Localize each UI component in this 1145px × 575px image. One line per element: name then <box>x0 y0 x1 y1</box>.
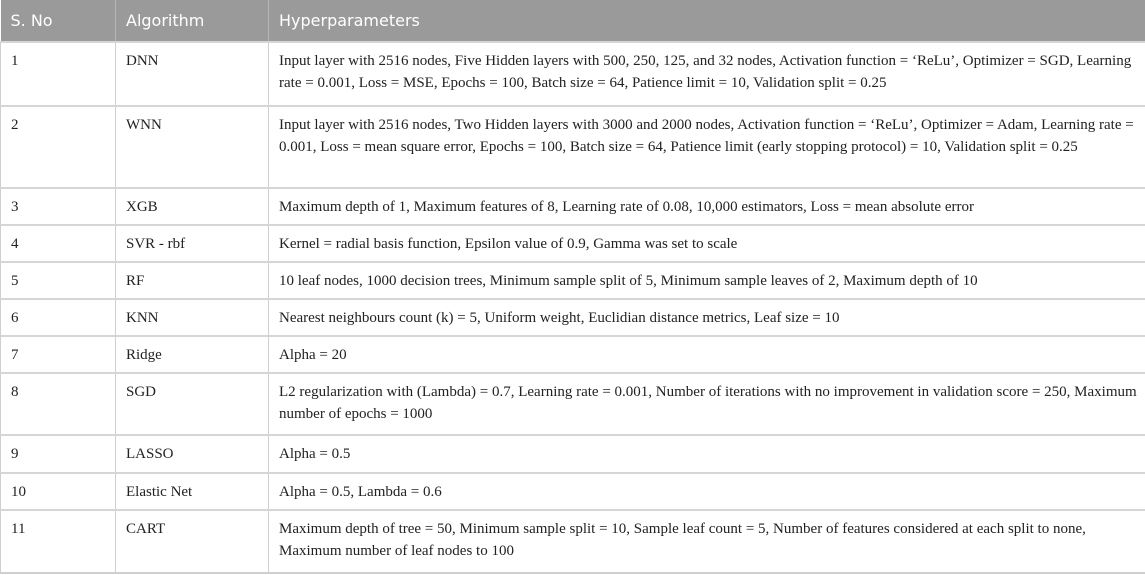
header-row <box>1 0 1145 42</box>
cell-algorithm: SVR - rbf <box>116 225 269 262</box>
table-row <box>1 106 1145 188</box>
cell-algorithm: CART <box>116 510 269 573</box>
cell-sno: 2 <box>1 106 116 188</box>
cell-algorithm: LASSO <box>116 435 269 473</box>
cell-sno: 3 <box>1 188 116 225</box>
cell-sno: 8 <box>1 373 116 435</box>
cell-algorithm: WNN <box>116 106 269 188</box>
table-row <box>1 262 1145 299</box>
cell-sno: 11 <box>1 510 116 573</box>
cell-algorithm: KNN <box>116 299 269 336</box>
cell-algorithm: XGB <box>116 188 269 225</box>
table-row <box>1 42 1145 106</box>
table-row <box>1 510 1145 573</box>
cell-hyperparameters: L2 regularization with (Lambda) = 0.7, Learning rate = 0.001, Number of iterations with no improvement in validation score = 250, Maximum number of epochs = 1000 <box>269 373 1145 435</box>
cell-sno: 5 <box>1 262 116 299</box>
cell-sno: 7 <box>1 336 116 373</box>
cell-algorithm: RF <box>116 262 269 299</box>
header-sno: S. No <box>1 0 116 42</box>
cell-sno: 1 <box>1 42 116 106</box>
cell-hyperparameters: Input layer with 2516 nodes, Two Hidden layers with 3000 and 2000 nodes, Activation function = ‘ReLu’, Optimizer = Adam, Learning rate = 0.001, Loss = mean square error, Epochs = 100, Batch size = 64, Patience limit (early stopping protocol) = 10, Validation split = 0.25 <box>269 106 1145 188</box>
table-row <box>1 435 1145 473</box>
cell-hyperparameters: Alpha = 0.5 <box>269 435 1145 473</box>
cell-sno: 10 <box>1 473 116 510</box>
table-row <box>1 188 1145 225</box>
cell-sno: 4 <box>1 225 116 262</box>
cell-algorithm: SGD <box>116 373 269 435</box>
cell-hyperparameters: Maximum depth of tree = 50, Minimum sample split = 10, Sample leaf count = 5, Number of features considered at each split to none, Maximum number of leaf nodes to 100 <box>269 510 1145 573</box>
cell-algorithm: Elastic Net <box>116 473 269 510</box>
cell-hyperparameters: Kernel = radial basis function, Epsilon value of 0.9, Gamma was set to scale <box>269 225 1145 262</box>
cell-sno: 9 <box>1 435 116 473</box>
table-row <box>1 299 1145 336</box>
table-row <box>1 473 1145 510</box>
header-algorithm: Algorithm <box>116 0 269 42</box>
cell-hyperparameters: Nearest neighbours count (k) = 5, Uniform weight, Euclidian distance metrics, Leaf size = 10 <box>269 299 1145 336</box>
cell-algorithm: DNN <box>116 42 269 106</box>
cell-hyperparameters: Input layer with 2516 nodes, Five Hidden layers with 500, 250, 125, and 32 nodes, Activation function = ‘ReLu’, Optimizer = SGD, Learning rate = 0.001, Loss = MSE, Epochs = 100, Batch size = 64, Patience limit = 10, Validation split = 0.25 <box>269 42 1145 106</box>
cell-hyperparameters: Alpha = 0.5, Lambda = 0.6 <box>269 473 1145 510</box>
cell-hyperparameters: Alpha = 20 <box>269 336 1145 373</box>
cell-algorithm: Ridge <box>116 336 269 373</box>
cell-hyperparameters: Maximum depth of 1, Maximum features of 8, Learning rate of 0.08, 10,000 estimators, Loss = mean absolute error <box>269 188 1145 225</box>
table-row <box>1 373 1145 435</box>
cell-hyperparameters: 10 leaf nodes, 1000 decision trees, Minimum sample split of 5, Minimum sample leaves of 2, Maximum depth of 10 <box>269 262 1145 299</box>
cell-sno: 6 <box>1 299 116 336</box>
table-row <box>1 225 1145 262</box>
table-row <box>1 336 1145 373</box>
header-hyperparameters: Hyperparameters <box>269 0 1145 42</box>
